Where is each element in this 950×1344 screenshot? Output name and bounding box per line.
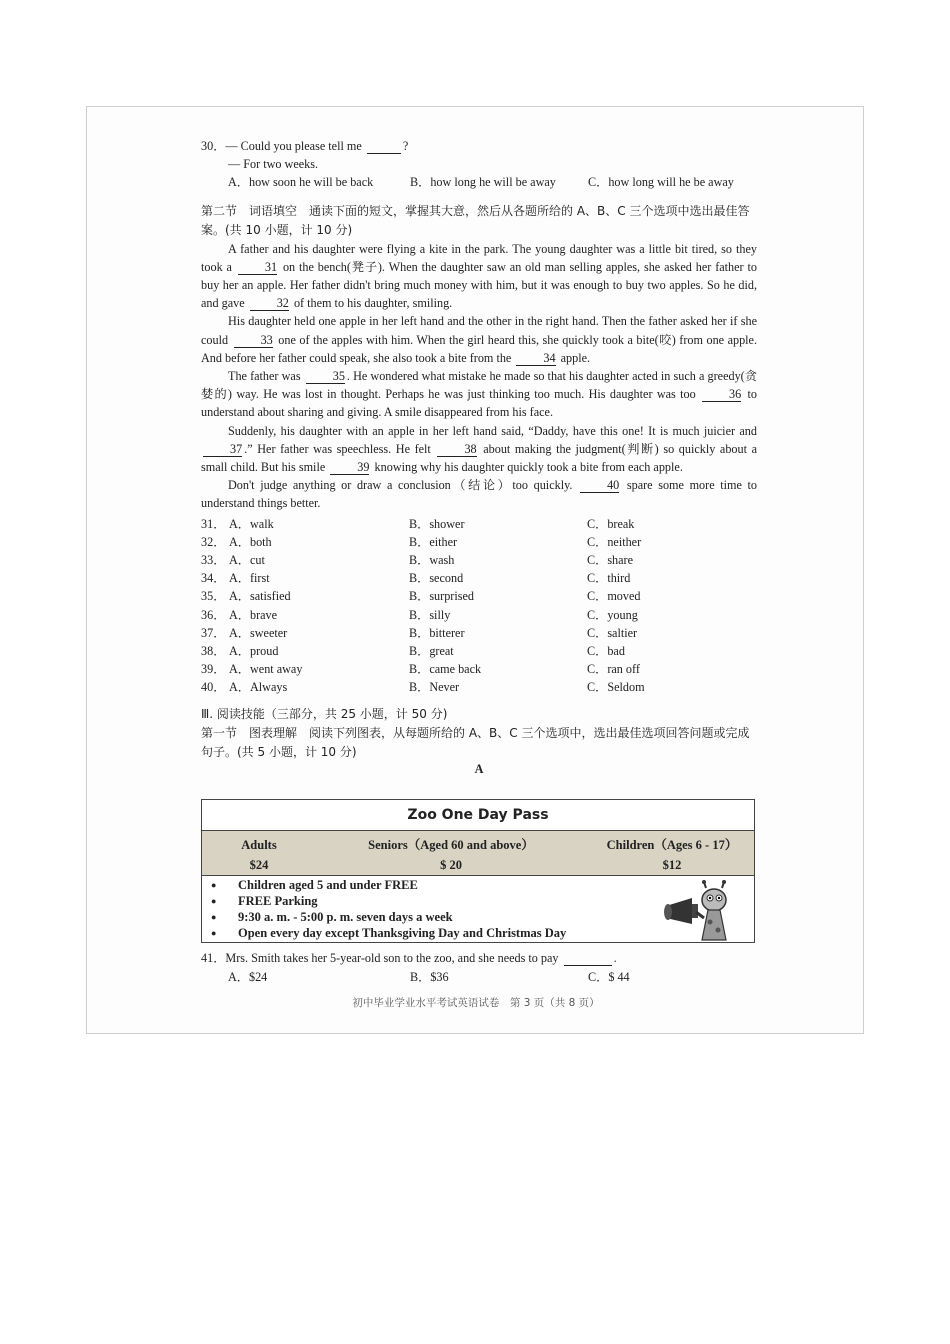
option-number: 31． [201, 516, 226, 531]
passage-text: to understand about sharing and giving. A smile disappeared from his face. [201, 387, 758, 420]
option-number: 34． [201, 571, 226, 586]
passage-text: .” Her father was speechless. He felt [244, 441, 431, 456]
option-c: C．break [587, 516, 635, 531]
option-c: C．moved [587, 589, 641, 604]
blank-33: 33 [234, 334, 273, 348]
option-c: C．saltier [587, 625, 638, 640]
q41-stem-end: . [613, 951, 617, 965]
exam-page [86, 106, 864, 1034]
option-a: A．both [229, 534, 272, 549]
passage-text: . He wondered what mistake he made so that his daughter acted in such a greedy(贪婪的) way. He was lost in thought. Perhaps he was just thinking too much. His daughter was too [201, 369, 758, 402]
children-label: Children（Ages 6 - 17） [606, 838, 738, 852]
q41-blank [564, 952, 612, 966]
blank-40: 40 [580, 479, 619, 493]
option-row-36 [201, 606, 757, 624]
option-c: C．Seldom [587, 680, 645, 695]
option-b: B．surprised [409, 589, 474, 604]
seniors-label: Seniors（Aged 60 and above） [368, 838, 534, 852]
section-2-heading: 第二节 词语填空 通读下面的短文，掌握其大意，然后从各题所给的 A、B、C 三个选项中选出最佳答案。(共 10 小题，计 10 分) [201, 203, 750, 237]
passage-text: on the bench(凳子). When the daughter saw an old man selling apples, she asked her father to buy her an apple. Her father didn't bring much money with him, but it was enough to buy two apples. So he did, and gave [201, 259, 757, 311]
option-a: A．walk [229, 516, 274, 531]
page-content [201, 137, 757, 776]
zoo-title: Zoo One Day Pass [202, 800, 754, 831]
blank-39: 39 [330, 461, 369, 475]
option-a: A．Always [229, 680, 288, 695]
q30-option-c: C．how long will he be away [588, 175, 734, 190]
option-c: C．third [587, 571, 631, 586]
seniors-column [356, 835, 546, 875]
option-row-40 [201, 678, 757, 696]
adults-label: Adults [241, 838, 277, 852]
option-number: 37． [201, 625, 226, 640]
blank-35: 35 [306, 370, 345, 384]
passage-paragraph [201, 422, 757, 477]
option-c: C．young [587, 607, 638, 622]
passage-text: His daughter held one apple in her left hand and the other in the right hand. Then the father asked her if she could [201, 314, 757, 347]
q30-option-a: A．how soon he will be back [228, 175, 374, 190]
page-footer: 初中毕业学业水平考试英语试卷 第 3 页（共 8 页） [352, 997, 600, 1009]
option-row-39 [201, 660, 757, 678]
section-3 [201, 705, 757, 762]
option-a: A．first [229, 571, 270, 586]
passage-paragraph [201, 240, 757, 313]
blank-36: 36 [702, 388, 741, 402]
option-a: A．satisfied [229, 589, 291, 604]
seniors-price: $ 20 [440, 858, 462, 872]
option-b: B．shower [409, 516, 465, 531]
option-row-33 [201, 551, 757, 569]
q41-stem: 41．Mrs. Smith takes her 5-year-old son to the zoo, and she needs to pay [201, 951, 559, 965]
option-a: A．cut [229, 553, 265, 568]
passage-text: Don't judge anything or draw a conclusion（结论）too quickly. [228, 478, 573, 493]
option-row-37 [201, 624, 757, 642]
q30-answer-line: — For two weeks. [228, 157, 319, 172]
passage-text: of them to his daughter, smiling. [293, 296, 453, 311]
q30-stem: 30．— Could you please tell me [201, 139, 362, 153]
option-b: B．second [409, 571, 464, 586]
option-b: B．wash [409, 553, 455, 568]
q41-option-a: A．$24 [228, 969, 268, 984]
option-c: C．bad [587, 643, 625, 658]
option-row-35 [201, 587, 757, 605]
question-30 [201, 137, 757, 192]
option-a: A．proud [229, 643, 279, 658]
option-row-38 [201, 642, 757, 660]
option-number: 36． [201, 607, 226, 622]
zoo-rule: ● Open every day except Thanksgiving Day and Christmas Day [238, 925, 754, 941]
q30-blank [367, 140, 401, 154]
option-number: 38． [201, 643, 226, 658]
blank-38: 38 [437, 443, 476, 457]
passage-paragraph [201, 476, 757, 512]
section-3-sub-heading: 第一节 图表理解 阅读下列图表，从每题所给的 A、B、C 三个选项中，选出最佳选项回答问题或完成句子。(共 5 小题，计 10 分) [201, 725, 750, 759]
option-a: A．went away [229, 662, 303, 677]
cloze-options [201, 515, 757, 697]
passage-text: spare some more time to understand things better. [201, 478, 757, 511]
option-c: C．ran off [587, 662, 640, 677]
q30-stem-end: ? [402, 139, 409, 153]
option-row-34 [201, 569, 757, 587]
passage-text: apple. [560, 350, 591, 365]
passage-paragraph [201, 367, 757, 422]
blank-31: 31 [238, 261, 277, 275]
option-number: 35． [201, 589, 226, 604]
passage-text: about making the judgment(判断) so quickly about a small child. But his smile [201, 441, 758, 475]
option-b: B．great [409, 643, 454, 658]
zoo-rule: ● 9:30 a. m. - 5:00 p. m. seven days a week [238, 909, 754, 925]
option-b: B．bitterer [409, 625, 465, 640]
option-number: 39． [201, 662, 226, 677]
zoo-rules [202, 876, 754, 941]
option-c: C．neither [587, 534, 642, 549]
children-price: $12 [662, 858, 682, 872]
passage-text: A father and his daughter were flying a kite in the park. The young daughter was a little bit tired, so they took a [201, 241, 757, 274]
option-c: C．share [587, 553, 634, 568]
option-b: B．either [409, 534, 458, 549]
question-41 [201, 949, 757, 986]
option-row-31 [201, 515, 757, 533]
section-3-heading: Ⅲ. 阅读技能（三部分，共 25 小题，计 50 分) [201, 706, 448, 721]
adults-column [232, 835, 286, 875]
q30-option-b: B．how long he will be away [410, 175, 556, 190]
part-a-label: A [474, 761, 484, 776]
option-row-32 [201, 533, 757, 551]
passage-text: The father was [228, 369, 301, 384]
option-number: 32． [201, 534, 226, 549]
giraffe-megaphone-mascot-icon [662, 880, 742, 944]
zoo-rule: ● Children aged 5 and under FREE [238, 877, 754, 893]
option-b: B．silly [409, 607, 451, 622]
zoo-pass-chart [201, 799, 755, 943]
option-b: B．Never [409, 680, 460, 695]
passage-text: one of the apples with him. When the girl heard this, she quickly took a bite(咬) from one apple. And before her father could speak, she also took a bite from the [201, 332, 758, 365]
adults-price: $24 [249, 858, 269, 872]
option-number: 33． [201, 553, 226, 568]
blank-34: 34 [516, 352, 555, 366]
blank-37: 37 [203, 443, 242, 457]
passage-text: knowing why his daughter quickly took a bite from each apple. [374, 460, 683, 475]
passage-paragraph [201, 312, 757, 367]
q41-option-c: C．$ 44 [588, 969, 630, 984]
option-a: A．sweeter [229, 625, 288, 640]
zoo-price-band [202, 831, 754, 876]
zoo-rule: ● FREE Parking [238, 893, 754, 909]
blank-32: 32 [250, 297, 289, 311]
option-a: A．brave [229, 607, 278, 622]
cloze-passage [201, 240, 757, 513]
q41-option-b: B．$36 [410, 969, 449, 984]
children-column [598, 835, 746, 875]
option-number: 40． [201, 680, 226, 695]
option-b: B．came back [409, 662, 482, 677]
passage-text: Suddenly, his daughter with an apple in her left hand said, “Daddy, have this one! It is much juicier and [228, 423, 757, 438]
